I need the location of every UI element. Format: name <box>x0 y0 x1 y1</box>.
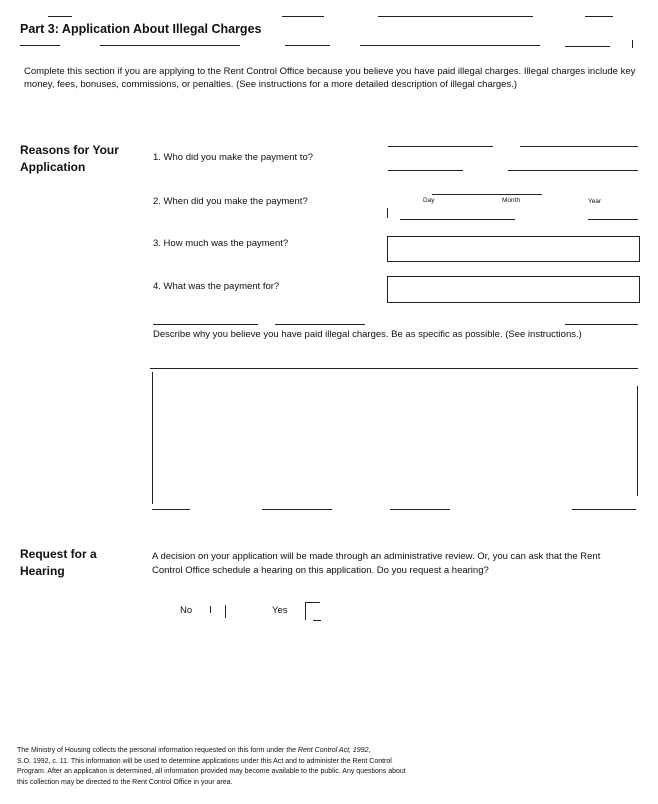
title-underline <box>360 45 540 46</box>
checkbox-edge <box>305 602 320 603</box>
question-payment-date: 2. When did you make the payment? <box>153 196 308 207</box>
payment-amount-field[interactable] <box>387 236 640 262</box>
describe-box-right <box>637 386 638 496</box>
describe-box-bottom <box>390 509 450 510</box>
privacy-line-2: S.O. 1992, c. 11. This information will be used to determine applications under this Act and to administer the Rent Control <box>17 757 392 765</box>
describe-box-bottom <box>262 509 332 510</box>
describe-instruction: Describe why you believe you have paid illegal charges. Be as specific as possible. (See instructions.) <box>153 329 582 340</box>
hearing-no-checkbox[interactable] <box>206 603 232 619</box>
privacy-line-3: Program. After an application is determined, all information provided may become available to the public. Any questions about <box>17 768 406 775</box>
privacy-line-1: The Ministry of Housing collects the personal information requested on this form under the Rent Control Act, 1992, <box>17 747 371 754</box>
hearing-yes-checkbox[interactable] <box>302 602 324 622</box>
payment-date-field[interactable] <box>388 200 638 220</box>
describe-top-line <box>153 324 258 325</box>
top-rule <box>282 16 324 17</box>
describe-box-bottom <box>572 509 636 510</box>
title-underline <box>565 46 610 47</box>
question-payment-amount: 3. How much was the payment? <box>153 238 289 249</box>
top-rule <box>378 16 533 17</box>
describe-textarea[interactable] <box>153 369 637 509</box>
date-day-label: Day <box>423 197 435 204</box>
privacy-notice <box>17 746 537 788</box>
payment-purpose-field[interactable] <box>387 276 640 303</box>
title-underline <box>285 45 330 46</box>
title-underline <box>20 45 60 46</box>
reasons-section-label: Reasons for Your Application <box>20 143 119 174</box>
payee-field[interactable] <box>388 145 638 171</box>
hearing-no-label: No <box>180 605 193 616</box>
date-top-line <box>432 194 542 195</box>
checkbox-edge <box>313 620 321 621</box>
date-year-label: Year <box>588 198 602 205</box>
describe-top-line <box>565 324 638 325</box>
margin-mark <box>632 40 633 48</box>
date-month-label: Month <box>502 197 521 204</box>
hearing-section-label: Request for a Hearing <box>20 547 97 578</box>
intro-paragraph: Complete this section if you are applying to the Rent Control Office because you believe you have paid illegal charges. Illegal charges include key money, fees, bonuses, commissions, or penalties. (See instructions for a more detailed description of illegal charges.) <box>24 66 636 90</box>
top-rule <box>585 16 613 17</box>
question-payee: 1. Who did you make the payment to? <box>153 152 314 163</box>
privacy-line-4: this collection may be directed to the Rent Control Office in your area. <box>17 778 233 786</box>
title-underline <box>100 45 240 46</box>
checkbox-edge <box>210 606 211 613</box>
question-payment-purpose: 4. What was the payment for? <box>153 281 280 292</box>
top-rule <box>48 16 72 17</box>
describe-box-bottom <box>152 509 190 510</box>
checkbox-edge <box>225 605 226 618</box>
checkbox-edge <box>305 602 306 620</box>
hearing-description: A decision on your application will be made through an administrative review. Or, you can ask that the Rent Control Office schedule a hearing on this application. Do you request a hearing? <box>152 551 601 576</box>
hearing-yes-label: Yes <box>272 605 288 616</box>
part-title: Part 3: Application About Illegal Charges <box>20 22 262 36</box>
describe-top-line <box>275 324 365 325</box>
